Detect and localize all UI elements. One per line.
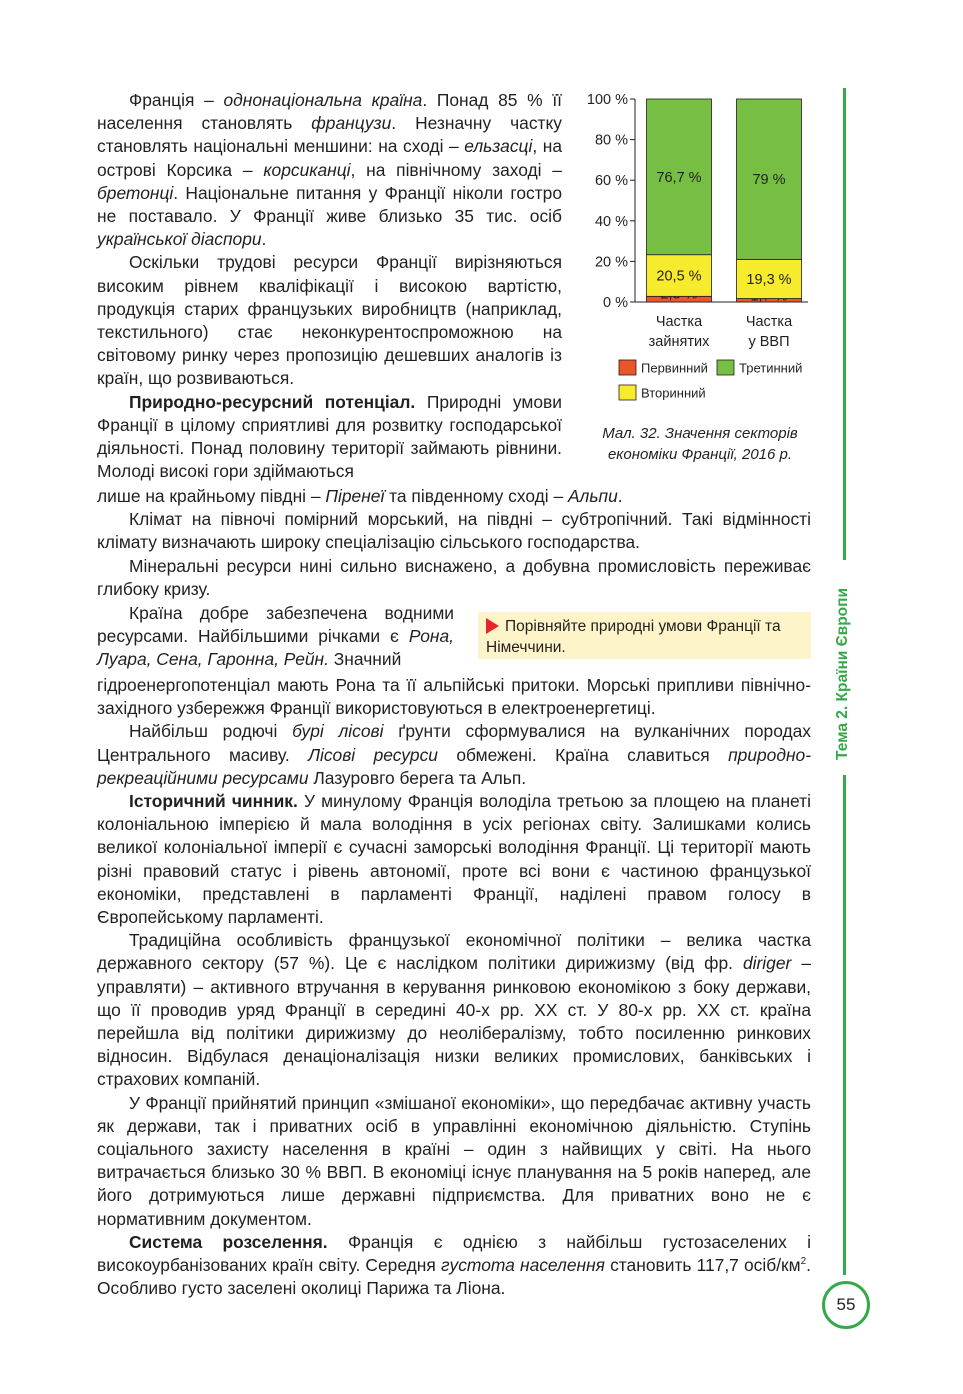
data-label: 76,7 % (656, 169, 702, 186)
y-tick-label: 20 % (594, 254, 628, 271)
paragraph-minerals: Мінеральні ресурси нині сильно виснажено, а добувна промисловість переживає глибоку кризу. (97, 555, 811, 599)
arrow-icon (486, 618, 499, 634)
y-tick-label: 60 % (594, 173, 628, 190)
paragraph-settlement: Система розселення. Франція є однією з найбільш густозаселених і високоурбанізованих країн світу. Середня густота населення становить 117,7 осіб/$км^2$. Особливо густо заселені околиці Парижа та Ліона. (97, 1231, 812, 1299)
caption-line: Мал. 32. Значення секторів (602, 425, 798, 442)
paragraph-climate: Клімат на півночі помірний морський, на півдні – субтропічний. Такі відмінності клімату визначають широку спеціалізацію сільського господарства. (97, 509, 811, 553)
paragraph-ethnic: Франція – однонаціональна країна. Понад 85 % її населення становлять французи. Незначну частку становлять національні меншини: на сході – ельзасці, на острові Корсика – корсиканці, на північному заході – бретонці. Національне питання у Франції ніколи гостро не поставало. У Франції живе близько 35 тис. осіб української діаспори. (97, 90, 562, 250)
heading-settlement: Система розселення. (129, 1231, 328, 1252)
paragraph-policy: Традиційна особливість французької економічної політики – велика частка державного сектору (57 %). Це є наслідком політики дирижизму (від фр. diriger – управляти) – активного втручання в керування ринковою економікою з боку держави, що її проводив уряд Франції в середині 40-х рр. XX ст. У 80-х рр. XX ст. країна перейшла від політики дирижизму до неолібералізму, тобто посиленню ринкових відносин. Відбулася денаціоналізація низки великих промислових, банківських і страхових компаній. (97, 930, 811, 1090)
margin-line-top (843, 88, 846, 560)
x-tick-label: Частка (745, 314, 793, 330)
x-tick-label: Частка (655, 314, 703, 330)
text-column-middle (97, 485, 811, 601)
x-tick-label: у ВВП (748, 334, 790, 350)
y-tick-label: 100 % (586, 92, 628, 108)
task-text: Порівняйте природні умови Франції та Німеччини. (486, 618, 781, 656)
paragraph-hydro: гідроенергопотенціал мають Рона та її альпійські притоки. Морські припливи північно-західного узбережжя Франції використовуються в електроенергетиці. (97, 675, 811, 719)
data-label: 19,3 % (746, 271, 792, 288)
paragraph-mixed-economy: У Франції прийнятий принцип «змішаної економіки», що передбачає активну участь як держави, так і приватних осіб в управлінні економічною діяльністю. Ступінь соціального захисту населення в країні – один з найвищих у світі. На нього витрачається близько 30 % ВВП. В економіці існує планування на 5 років наперед, але його дотримуються лише державні підприємства. Для приватних воно не є нормативним документом. (97, 1092, 811, 1229)
data-label: 20,5 % (656, 268, 702, 285)
legend-label: Третинний (739, 360, 803, 376)
legend-swatch (717, 360, 734, 375)
x-tick-label: зайнятих (648, 334, 710, 350)
legend-swatch (619, 360, 636, 375)
history-text: У минулому Франція володіла третьою за площею на планеті колоніальною імперією й мала володіння в усіх регіонах світу. Залишками колись великої колоніальної імперії є сучасні заморські володіння Франції. Ці території мають різні правовий статус і рівень автономії, проте всі вони є частиною французької економіки, представлені в парламенті Франції, наділені правом голосу в Європейському парламенті. (97, 791, 811, 928)
heading-history: Історичний чинник. (129, 791, 298, 812)
page-number: 55 (822, 1281, 870, 1329)
paragraph-mountains: лише на крайньому півдні – Піренеї та південному сході – Альпи. (97, 486, 623, 506)
paragraph-history (97, 790, 811, 929)
text-column-water (97, 602, 454, 672)
heading-natural: Природно-ресурсний потенціал. (129, 391, 416, 412)
paragraph-labour: Оскільки трудові ресурси Франції вирізняються високим рівнем кваліфікації і високою вартістю, продукція старих французьких виробництв (наприклад, текстильного) стає неконкурентоспроможною на світовому ринку через пропозицію дешевших аналогів із країн, що розвиваються. (97, 252, 562, 389)
y-tick-label: 40 % (594, 213, 628, 230)
text-column-bottom (97, 674, 811, 1300)
paragraph-resources: Природно-ресурсний потенціал. Природні умови Франції в цілому сприятливі для розвитку господарської діяльності. Понад половину території займають рівнини. Молоді високі гори здіймаються (97, 391, 562, 482)
y-tick-label: 0 % (603, 295, 628, 311)
legend-label: Вторинний (641, 385, 706, 401)
paragraph-soils: Найбільш родючі бурі лісові ґрунти сформувалися на вулканічних породах Центрального масиву. Лісові ресурси обмежені. Країна славиться природно-рекреаційними ресурсами Лазуровго берега та Альп. (97, 721, 811, 788)
paragraph-water: Країна добре забезпечена водними ресурсами. Найбільшими річками є Рона, Луара, Сена, Гаронна, Рейн. Значний (97, 603, 454, 670)
legend-label: Первинний (641, 360, 708, 376)
legend-swatch (619, 385, 636, 400)
margin-line-bottom (843, 775, 846, 1275)
data-label: 79 % (752, 172, 786, 189)
figure-caption (580, 423, 820, 465)
task-box (478, 612, 811, 659)
text-column-top (97, 89, 562, 483)
caption-line: економіки Франції, 2016 р. (607, 446, 793, 463)
y-tick-label: 80 % (594, 132, 628, 149)
sector-chart (576, 88, 821, 418)
